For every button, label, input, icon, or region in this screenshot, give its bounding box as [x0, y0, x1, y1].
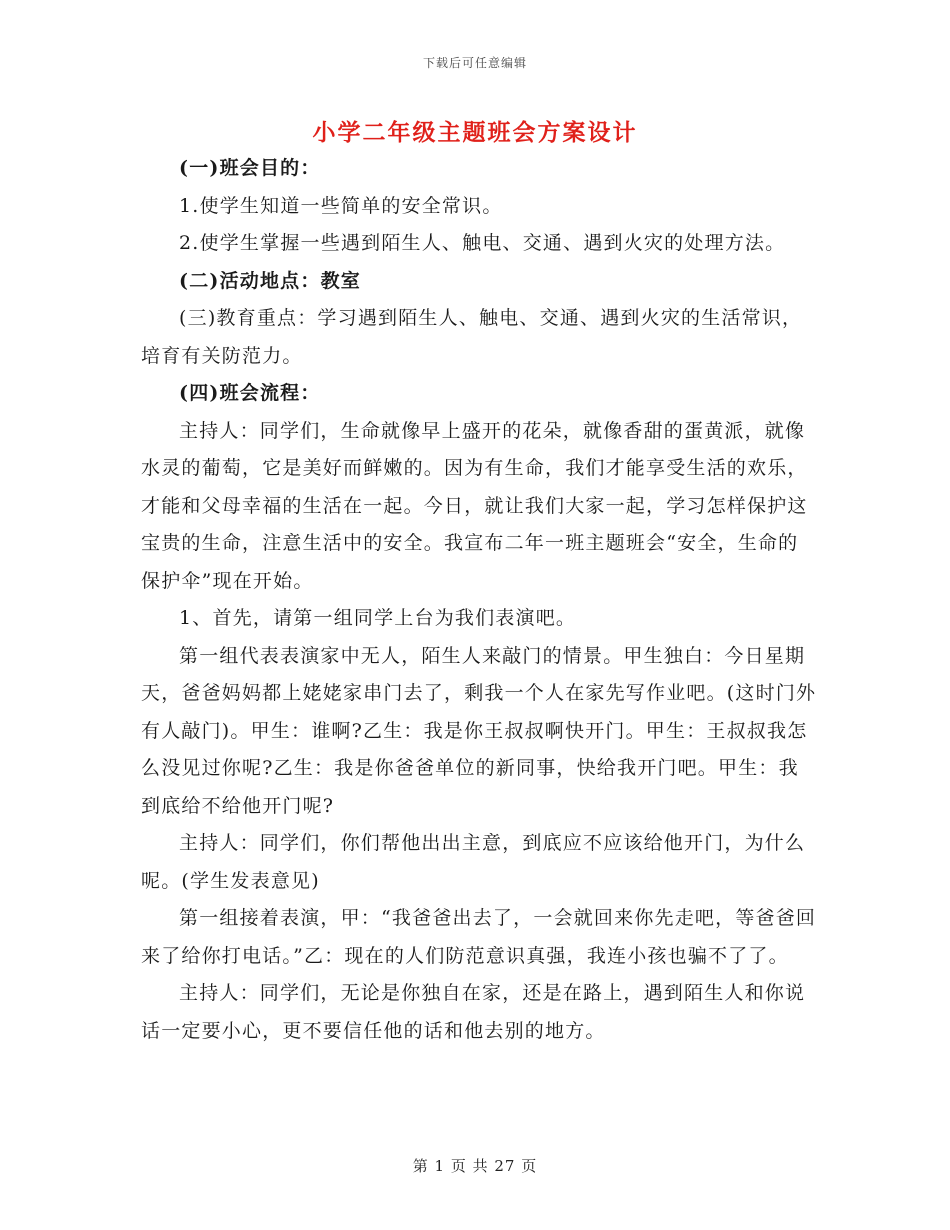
- purpose-item-1: 1.使学生知道一些简单的安全常识。: [179, 194, 503, 217]
- host-opening-paragraph: 主持人：同学们，生命就像早上盛开的花朵，就像香甜的蛋黄派，就像水灵的葡萄，它是美好而鲜嫩的。因为有生命，我们才能享受生活的欢乐，才能和父母幸福的生活在一起。今日，就让我们大家一起，学习怎样保护这宝贵的生命，注意生活中的安全。我宣布二年一班主题班会“安全，生命的保护伞”现在开始。: [141, 419, 808, 592]
- group-1-continue-paragraph: 第一组接着表演，甲：“我爸爸出去了，一会就回来你先走吧，等爸爸回来了给你打电话。”乙：现在的人们防范意识真强，我连小孩也骗不了了。: [141, 907, 817, 967]
- host-summary-paragraph: 主持人：同学们，无论是你独自在家，还是在路上，遇到陌生人和你说话一定要小心，更不要信任他的话和他去别的地方。: [141, 982, 806, 1042]
- host-question-paragraph: 主持人：同学们，你们帮他出出主意，到底应不应该给他开门，为什么呢。(学生发表意见): [141, 832, 806, 892]
- header-note: 下载后可任意编辑: [422, 56, 527, 70]
- section-heading-process: (四)班会流程：: [179, 382, 321, 404]
- section-focus: (三)教育重点：学习遇到陌生人、触电、交通、遇到火灾的生活常识，培育有关防范力。: [141, 307, 803, 367]
- group-1-performance-paragraph: 第一组代表表演家中无人，陌生人来敲门的情景。甲生独白：今日星期天，爸爸妈妈都上姥姥家串门去了，剩我一个人在家先写作业吧。(这时门外有人敲门)。甲生：谁啊?乙生：我是你王叔叔啊快开门。甲生：王叔叔我怎么没见过你呢?乙生：我是你爸爸单位的新同事，快给我开门吧。甲生：我到底给不给他开门呢?: [141, 644, 817, 817]
- document-body: [141, 150, 817, 1050]
- section-heading-location: (二)活动地点：教室: [179, 269, 361, 292]
- page-number-footer: 第 1 页 共 27 页: [412, 1157, 538, 1175]
- section-heading-purpose: (一)班会目的：: [179, 157, 321, 179]
- document-title: 小学二年级主题班会方案设计: [312, 119, 638, 146]
- step-1-paragraph: 1、首先，请第一组同学上台为我们表演吧。: [179, 607, 577, 629]
- purpose-item-2: 2.使学生掌握一些遇到陌生人、触电、交通、遇到火灾的处理方法。: [179, 232, 786, 254]
